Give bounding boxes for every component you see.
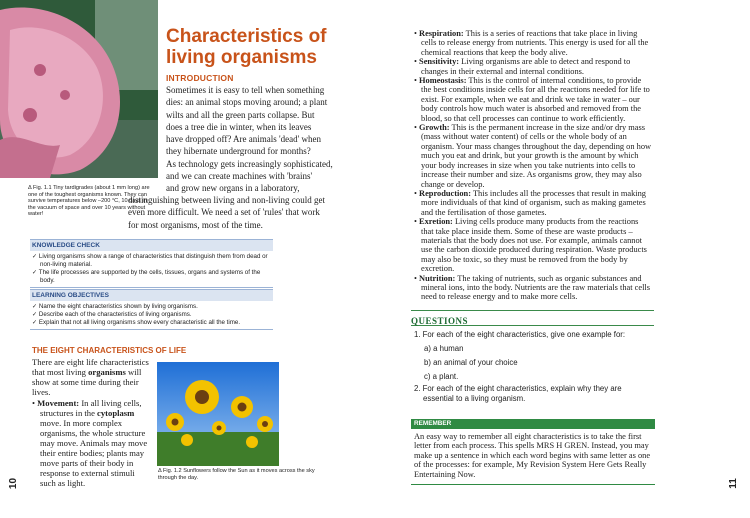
knowledge-check-box bbox=[30, 239, 273, 288]
list-item bbox=[414, 189, 660, 217]
list-item bbox=[414, 123, 660, 189]
intro-line: have dropped off? Are animals 'dead' when bbox=[166, 134, 322, 145]
question-1: 1. For each of the eight characteristics, give one example for: bbox=[414, 330, 626, 339]
item-line: change or develop. bbox=[421, 179, 485, 189]
intro-line: wilts and all the green parts collapse. But bbox=[166, 109, 315, 120]
introduction-text bbox=[166, 84, 333, 195]
body-line: move. In more complex bbox=[40, 418, 123, 428]
body-line: move parts of their body in bbox=[40, 458, 134, 468]
knowledge-check-item: ✓ Living organisms show a range of characteristics that distinguish them from dead or non-living material. bbox=[32, 253, 268, 268]
item-text: This is a series of reactions that take place in living bbox=[463, 29, 638, 38]
question-1b: b) an animal of your choice bbox=[424, 358, 518, 367]
item-line: chemical reactions that keep the body alive. bbox=[421, 47, 568, 57]
page-number-left: 10 bbox=[8, 477, 20, 490]
remember-line: Entertaining Now. bbox=[414, 469, 476, 479]
item-line: your body increases in size when you take nutrients into cells to bbox=[421, 160, 636, 170]
body-line: lives. bbox=[32, 387, 51, 397]
questions-list bbox=[414, 330, 625, 404]
item-line: changes in their external and internal conditions. bbox=[421, 66, 585, 76]
remember-box bbox=[411, 429, 655, 485]
item-line: cells to release energy from nutrients. This energy is used for all the bbox=[421, 38, 649, 48]
item-line: • Nutrition: The taking of nutrients, such as organic substances and bbox=[414, 273, 642, 283]
keyword-organisms: organisms bbox=[88, 367, 126, 377]
item-line: the best conditions inside cells for all the reactions needed for life to bbox=[421, 85, 650, 95]
remember-line: letter from each process. This spells MRS H GREN. Instead, you may bbox=[414, 441, 649, 451]
item-line: materials that the body does not use. For example, animals cannot bbox=[421, 235, 642, 245]
list-item bbox=[414, 76, 660, 123]
term-respiration: Respiration: bbox=[419, 29, 464, 38]
sunflowers-photo bbox=[157, 362, 279, 466]
body-text: that most living bbox=[32, 367, 89, 377]
item-text: This is the permanent increase in the size and/or dry mass bbox=[449, 123, 646, 133]
item-line: increase their number and size. As organisms grow, they may also bbox=[421, 170, 642, 180]
learning-objective-item: ✓ Describe each of the characteristics of living organisms. bbox=[32, 311, 192, 318]
body-line: • Movement: In all living cells, bbox=[32, 398, 142, 408]
question-2: 2. For each of the eight characteristics, explain why they are bbox=[414, 384, 622, 393]
knowledge-check-heading: KNOWLEDGE CHECK bbox=[30, 240, 273, 251]
body-text: In all living cells, bbox=[79, 398, 142, 408]
term-movement: Movement: bbox=[37, 398, 80, 408]
item-line: much you eat and drink, but your growth is the amount by which bbox=[421, 151, 639, 161]
eight-characteristics-heading: THE EIGHT CHARACTERISTICS OF LIFE bbox=[32, 346, 187, 355]
body-line bbox=[32, 367, 149, 377]
page-number-right: 11 bbox=[727, 478, 739, 489]
intro-line: even more difficult. We need a set of 'rules' that work bbox=[128, 207, 320, 218]
term-excretion: Exretion: bbox=[419, 217, 453, 227]
item-line: • Sensitivity: Living organisms are able to detect and respond to bbox=[414, 57, 631, 67]
item-text: Living cells produce many products from the reactions bbox=[452, 217, 639, 227]
item-line: more individuals of that kind of organism, such as making gametes bbox=[421, 198, 646, 208]
item-line: blood, so that cell processes can continue to work efficiently. bbox=[421, 113, 626, 123]
intro-line: and we can create machines with 'brains' bbox=[166, 171, 313, 182]
term-reproduction: Reproduction: bbox=[419, 188, 471, 198]
item-line: organism. Your mass changes throughout the day, depending on how bbox=[421, 141, 652, 151]
term-homeostasis: Homeostasis: bbox=[419, 76, 467, 86]
item-line: excretion. bbox=[421, 264, 455, 274]
list-item bbox=[414, 57, 660, 76]
item-line: need to release energy and to make more cells. bbox=[421, 292, 578, 302]
intro-line: As technology gets increasingly sophisticated, bbox=[166, 158, 333, 169]
body-line: show at some time during their bbox=[32, 377, 139, 387]
question-2-continued: essential to a living organism. bbox=[423, 394, 526, 403]
introduction-text-continued bbox=[128, 194, 325, 231]
knowledge-check-item: ✓ The life processes are supported by the cells, tissues, organs and systems of the body. bbox=[32, 269, 261, 284]
title-line-1: Characteristics of bbox=[166, 26, 327, 47]
body-line bbox=[32, 408, 147, 418]
item-text: This includes all the processes that result in making bbox=[471, 188, 646, 198]
term-nutrition: Nutrition: bbox=[419, 273, 456, 283]
intro-line: Sometimes it is easy to tell when something bbox=[166, 85, 325, 95]
item-text: Living organisms are able to detect and respond to bbox=[459, 57, 631, 67]
item-line: that take place inside them. Some of these are waste products – bbox=[421, 226, 633, 236]
intro-line: does a tree die in winter, when its leaves bbox=[166, 121, 312, 132]
list-item bbox=[414, 29, 660, 57]
learning-objectives-box bbox=[30, 289, 273, 330]
term-growth: Growth: bbox=[419, 123, 450, 133]
title-line-2: living organisms bbox=[166, 47, 317, 68]
intro-line: and grow new organs in a laboratory, bbox=[166, 183, 300, 194]
remember-text bbox=[411, 429, 655, 479]
item-line: and the fertilisation of those gametes. bbox=[421, 207, 547, 217]
questions-box-heading bbox=[411, 310, 654, 326]
body-line: their entire bodies; plants may bbox=[40, 448, 145, 458]
item-line: exist. For example, when we eat and drink we take in water – our bbox=[421, 94, 640, 104]
figure-caption-sunflowers: Δ Fig. 1.2 Sunflowers follow the Sun as it moves across the sky through the day. bbox=[158, 468, 315, 481]
item-line: • Homeostasis: This is the control of internal conditions, to provide bbox=[414, 76, 642, 86]
item-line: • Reproduction: This includes all the processes that result in making bbox=[414, 188, 646, 198]
question-1a: a) a human bbox=[424, 344, 464, 353]
body-line: may move. Animals may move bbox=[40, 438, 148, 448]
question-1c: c) a plant. bbox=[424, 372, 459, 381]
list-item bbox=[414, 274, 660, 302]
remember-heading: REMEMBER bbox=[411, 419, 655, 429]
remember-line: make up a sentence in which each word begins with same letter as one bbox=[414, 450, 651, 460]
body-line: There are eight life characteristics bbox=[32, 357, 149, 367]
intro-line: for most organisms, most of the time. bbox=[128, 219, 263, 230]
learning-objectives-heading: LEARNING OBJECTIVES bbox=[30, 290, 273, 301]
learning-objective-item: ✓ Name the eight characteristics shown by living organisms. bbox=[32, 303, 198, 310]
questions-heading: QUESTIONS bbox=[411, 316, 469, 326]
page-title bbox=[166, 26, 366, 68]
figure-caption-tardigrade: Δ Fig. 1.1 Tiny tardigrades (about 1 mm long) are one of the toughest organisms known. They can survive temperatures below –200 °C, 10 days in the vacuum of space and over 10 years without water! bbox=[28, 185, 150, 218]
learning-objective-item: ✓ Explain that not all living organisms show every characteristic all the time. bbox=[32, 319, 241, 326]
tardigrade-photo bbox=[0, 0, 158, 178]
remember-line: An easy way to remember all eight characteristics is to take the first bbox=[414, 432, 642, 441]
intro-line: they hibernate underground for months? bbox=[166, 146, 311, 157]
item-line: • Exretion: Living cells produce many products from the reactions bbox=[414, 217, 639, 227]
item-line: (mass without water content) of cells or the whole body of an bbox=[421, 132, 627, 142]
intro-line: distinguishing between living and non-living could get bbox=[128, 195, 325, 205]
movement-item bbox=[32, 398, 147, 488]
item-line: use the carbon dioxide produced during respiration. Waste products bbox=[421, 245, 647, 255]
body-line: such as light. bbox=[40, 478, 86, 488]
item-text: The taking of nutrients, such as organic substances and bbox=[455, 273, 642, 283]
keyword-cytoplasm: cytoplasm bbox=[97, 408, 135, 418]
item-line: mineral ions, into the body. Nutrients are the raw materials that cells bbox=[421, 282, 651, 292]
remember-line: of the processes: for example, My Revision System Here Gets Really bbox=[414, 460, 647, 470]
body-text: structures in the bbox=[40, 408, 98, 418]
body-text: will bbox=[128, 367, 142, 377]
body-line: organisms, the whole structure bbox=[40, 428, 146, 438]
list-item bbox=[414, 217, 660, 273]
item-text: This is the control of internal conditions, to provide bbox=[466, 76, 642, 86]
item-line: • Respiration: This is a series of reactions that take place in living bbox=[414, 29, 638, 38]
body-line: response to external stimuli bbox=[40, 468, 135, 478]
introduction-heading: INTRODUCTION bbox=[166, 73, 234, 83]
intro-line: dies: an animal stops moving around; a plant bbox=[166, 97, 328, 108]
item-line: body controls how much water is absorbed and removed from the bbox=[421, 104, 642, 114]
item-line: • Growth: This is the permanent increase in the size and/or dry mass bbox=[414, 123, 646, 133]
item-line: may also be toxic, so they must be removed from the body by bbox=[421, 254, 628, 264]
eight-characteristics-intro bbox=[32, 357, 149, 397]
characteristics-list bbox=[414, 29, 660, 302]
term-sensitivity: Sensitivity: bbox=[419, 57, 460, 67]
